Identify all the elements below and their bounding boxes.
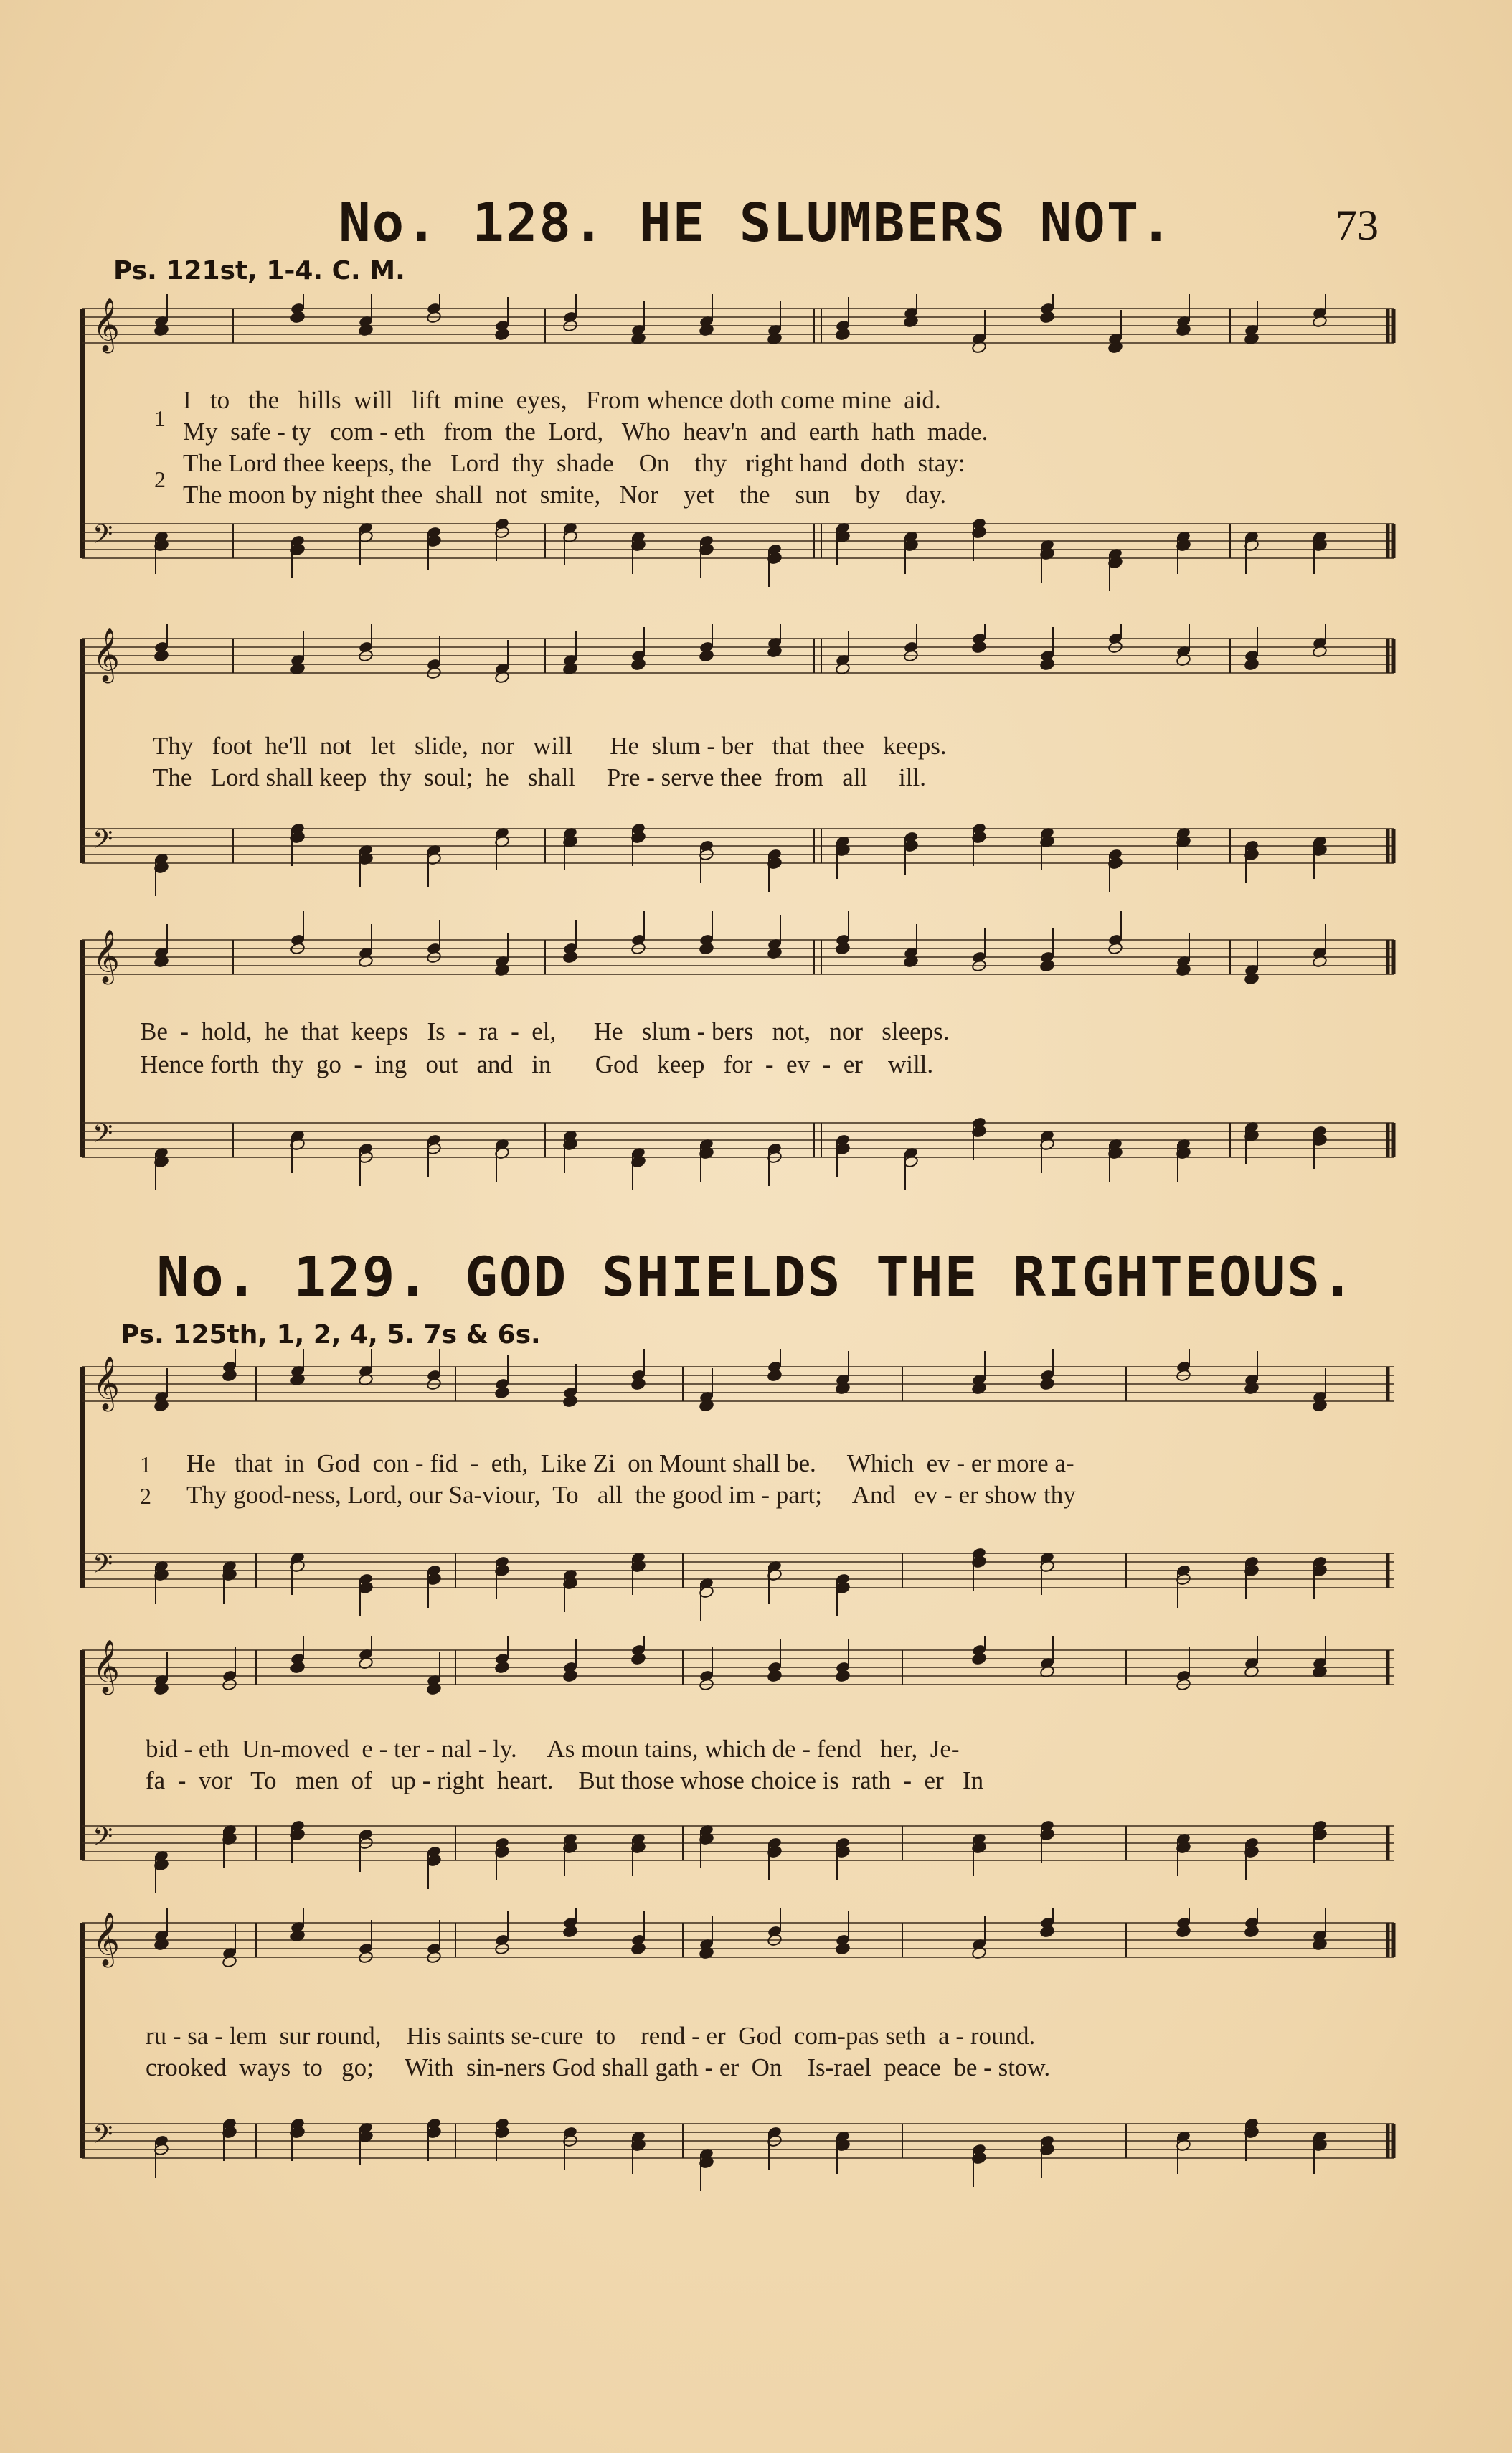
note-head — [1176, 1925, 1191, 1938]
lyric-line: bid - eth Un-moved e - ter - nal - ly. As moun tains, which de - fend her, Je- — [146, 1735, 960, 1763]
treble-clef: 𝄞 — [93, 628, 120, 682]
lyric-line: Thy foot he'll not let slide, nor will He slum - ber that thee keeps. — [153, 732, 947, 760]
treble-clef: 𝄞 — [93, 1357, 120, 1410]
treble-clef: 𝄞 — [93, 1913, 120, 1966]
note-head — [290, 311, 305, 324]
treble-clef: 𝄞 — [93, 1640, 120, 1693]
bass-clef: 𝄢 — [93, 1119, 113, 1155]
note-head — [630, 1652, 646, 1665]
note-head — [1039, 311, 1054, 324]
page-number: 73 — [1336, 202, 1379, 249]
lyric-line: Thy good-ness, Lord, our Sa-viour, To all the good im - part; And ev - er show thy — [186, 1481, 1076, 1509]
verse-marker: 2 — [140, 1483, 151, 1509]
lyric-line: The moon by night thee shall not smite, Nor yet the sun by day. — [183, 481, 947, 509]
note-head — [767, 1670, 782, 1682]
note-head — [562, 1670, 577, 1682]
bass-clef: 𝄢 — [93, 1822, 113, 1858]
lyric-line: The Lord shall keep thy soul; he shall Pre - serve thee from all ill. — [153, 763, 926, 791]
note-head — [835, 942, 850, 955]
note-head — [971, 1652, 986, 1665]
note-head — [1244, 1925, 1259, 1938]
note-head — [630, 658, 646, 671]
bass-clef: 𝄢 — [93, 2119, 113, 2156]
bass-clef: 𝄢 — [93, 519, 113, 556]
note-head — [494, 1386, 509, 1399]
bass-clef: 𝄢 — [93, 824, 113, 861]
note-head — [630, 1378, 646, 1390]
lyric-line: My safe - ty com - eth from the Lord, Who heav'n and earth hath made. — [183, 418, 988, 446]
treble-clef: 𝄞 — [93, 930, 120, 983]
lyric-line: ru - sa - lem sur round, His saints se-cure to rend - er God com-pas seth a - round. — [146, 2022, 1036, 2050]
hymn-128-title: No. 128. HE SLUMBERS NOT. — [339, 192, 1173, 254]
hymn-129-meter: Ps. 125th, 1, 2, 4, 5. 7s & 6s. — [121, 1320, 541, 1350]
treble-clef: 𝄞 — [93, 298, 120, 352]
note-head — [562, 1925, 577, 1938]
note-head — [630, 1942, 646, 1955]
note-head — [699, 942, 714, 955]
note-head — [1039, 658, 1054, 671]
hymn-129-title: No. 129. GOD SHIELDS THE RIGHTEOUS. — [156, 1245, 1356, 1309]
music-system — [68, 294, 1399, 603]
grand-staff — [68, 1908, 1399, 2195]
note-head — [835, 1670, 850, 1682]
note-head — [562, 1395, 577, 1408]
lyric-line: Hence forth thy go - ing out and in God keep for - ev - er will. — [140, 1050, 934, 1078]
music-system — [68, 1349, 1399, 1621]
lyric-line: He that in God con - fid - eth, Like Zi on Mount shall be. Which ev - er more a- — [186, 1449, 1074, 1477]
grand-staff — [68, 624, 1399, 897]
note-head — [290, 1661, 305, 1674]
note-head — [1039, 1925, 1054, 1938]
verse-marker: 2 — [154, 466, 166, 492]
bass-clef: 𝄢 — [93, 1549, 113, 1586]
note-head — [1039, 959, 1054, 972]
hymn-128-meter: Ps. 121st, 1-4. C. M. — [113, 256, 405, 286]
note-head — [699, 649, 714, 662]
music-system — [68, 624, 1399, 897]
note-head — [562, 951, 577, 964]
verse-marker: 1 — [154, 405, 166, 431]
note-head — [971, 641, 986, 654]
grand-staff — [68, 1636, 1399, 1894]
music-system — [68, 1636, 1399, 1894]
note-head — [835, 328, 850, 341]
note-head — [153, 649, 169, 662]
note-head — [1039, 1378, 1054, 1390]
note-head — [494, 328, 509, 341]
music-system — [68, 1908, 1399, 2195]
note-head — [222, 1369, 237, 1382]
verse-marker: 1 — [140, 1451, 151, 1477]
music-system — [68, 911, 1399, 1191]
lyric-line: The Lord thee keeps, the Lord thy shade On thy right hand doth stay: — [183, 449, 965, 477]
note-head — [767, 1369, 782, 1382]
lyric-line: fa - vor To men of up - right heart. But those whose choice is rath - er In — [146, 1766, 984, 1794]
note-head — [494, 1661, 509, 1674]
note-head — [835, 1942, 850, 1955]
note-head — [1244, 658, 1259, 671]
grand-staff — [68, 294, 1399, 603]
lyric-line: Be - hold, he that keeps Is - ra - el, He slum - bers not, nor sleeps. — [140, 1017, 950, 1045]
lyric-line: crooked ways to go; With sin-ners God shall gath - er On Is-rael peace be - stow. — [146, 2053, 1051, 2081]
lyric-line: I to the hills will lift mine eyes, From whence doth come mine aid. — [183, 386, 941, 414]
